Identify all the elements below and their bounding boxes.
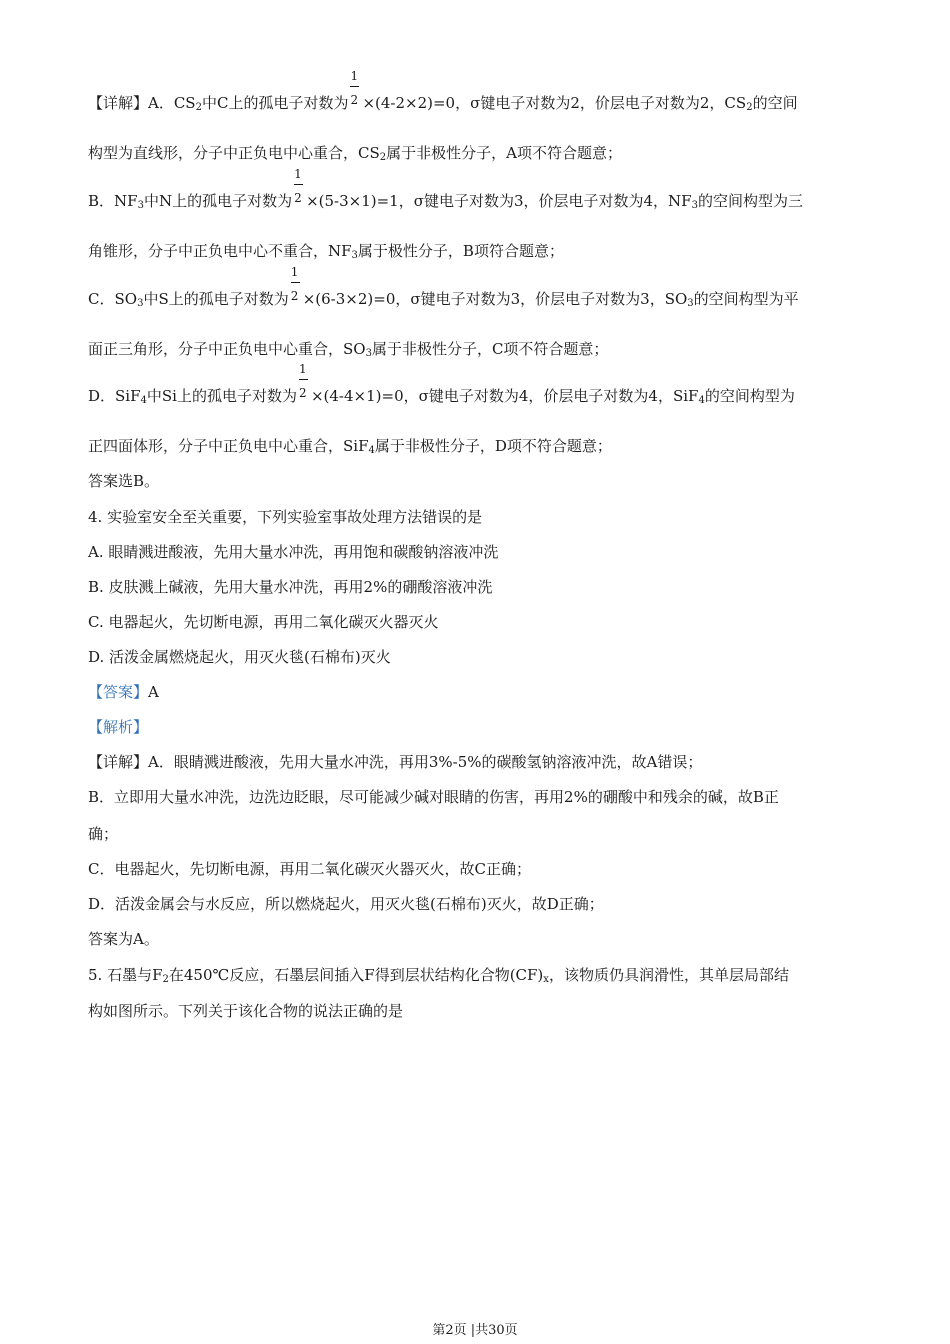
q4-explain-b-line2: 确； bbox=[88, 825, 119, 843]
q4-explain-d: D．活泼金属会与水反应，所以燃烧起火，用灭火毯(石棉布)灭火，故D正确； bbox=[88, 895, 604, 913]
answer-q3: 答案选B。 bbox=[88, 472, 160, 490]
explain-b-line1: B．$NF_3$中N上的孤电子对数为 $\frac{1}{2}$ ×(5-3×1)=1，σ键电子对数为3，价层电子对数为4，$NF_3$的空间构型为三 bbox=[88, 167, 803, 211]
fraction: $\frac{1}{2}$ bbox=[298, 362, 307, 400]
answer-label: 【答案】 bbox=[88, 683, 149, 701]
fraction: $\frac{1}{2}$ bbox=[350, 69, 359, 107]
explain-c-line2: 面正三角形，分子中正负电中心重合，$SO_3$属于非极性分子，C项不符合题意； bbox=[88, 340, 609, 359]
q4-option-d: D. 活泼金属燃烧起火，用灭火毯(石棉布)灭火 bbox=[88, 648, 391, 666]
q5-stem-line2: 构如图所示。下列关于该化合物的说法正确的是 bbox=[88, 1002, 404, 1020]
fraction: $\frac{1}{2}$ bbox=[294, 167, 302, 205]
explain-c-line1: C．$SO_3$中S上的孤电子对数为 $\frac{1}{2}$ ×(6-3×2)=0，σ键电子对数为3，价层电子对数为3，$SO_3$的空间构型为平 bbox=[88, 265, 799, 309]
answer-value: A bbox=[148, 683, 159, 701]
explain-a-line2: 构型为直线形，分子中正负电中心重合，$CS_2$属于非极性分子，A项不符合题意； bbox=[88, 144, 622, 163]
page-footer: 第2页 |共30页 bbox=[432, 1323, 518, 1338]
q4-answer bbox=[88, 681, 868, 703]
q5-stem-line1: 5. 石墨与$F_2$在450℃反应，石墨层间插入F得到层状结构化合物$(CF)_x$，该物质仍具润滑性，其单层局部结 bbox=[88, 966, 789, 985]
q4-explain-b-line1: B．立即用大量水冲洗，边洗边眨眼，尽可能减少碱对眼睛的伤害，再用2%的硼酸中和残余的碱，故B正 bbox=[88, 788, 779, 806]
explain-d-line1: D．SiF$_4$中Si上的孤电子对数为 $\frac{1}{2}$ ×(4-4×1)=0，σ键电子对数为4，价层电子对数为4，SiF$_4$的空间构型为 bbox=[88, 362, 795, 406]
explain-a-line1: 【详解】A．$CS_2$中C上的孤电子对数为 $\frac{1}{2}$ ×(4-2×2)=0，σ键电子对数为2，价层电子对数为2，$CS_2$的空间 bbox=[88, 69, 798, 113]
q4-stem: 4. 实验室安全至关重要，下列实验室事故处理方法错误的是 bbox=[88, 508, 483, 526]
q4-option-b: B. 皮肤溅上碱液，先用大量水冲洗，再用2%的硼酸溶液冲洗 bbox=[88, 578, 493, 596]
q4-option-a: A. 眼睛溅进酸液，先用大量水冲洗，再用饱和碳酸钠溶液冲洗 bbox=[88, 543, 499, 561]
q4-conclusion: 答案为A。 bbox=[88, 930, 159, 948]
q4-analysis-label: 【解析】 bbox=[88, 718, 149, 736]
explain-b-line2: 角锥形，分子中正负电中心不重合，$NF_3$属于极性分子，B项符合题意； bbox=[88, 242, 564, 261]
q4-explain-c: C．电器起火，先切断电源，再用二氧化碳灭火器灭火，故C正确； bbox=[88, 860, 531, 878]
explain-d-line2: 正四面体形，分子中正负电中心重合，SiF$_4$属于非极性分子，D项不符合题意； bbox=[88, 437, 612, 456]
q4-option-c: C. 电器起火，先切断电源，再用二氧化碳灭火器灭火 bbox=[88, 613, 439, 631]
q4-explain-a: 【详解】A．眼睛溅进酸液，先用大量水冲洗，再用3%-5%的碳酸氢钠溶液冲洗，故A错误； bbox=[88, 753, 703, 771]
fraction: $\frac{1}{2}$ bbox=[290, 265, 299, 303]
